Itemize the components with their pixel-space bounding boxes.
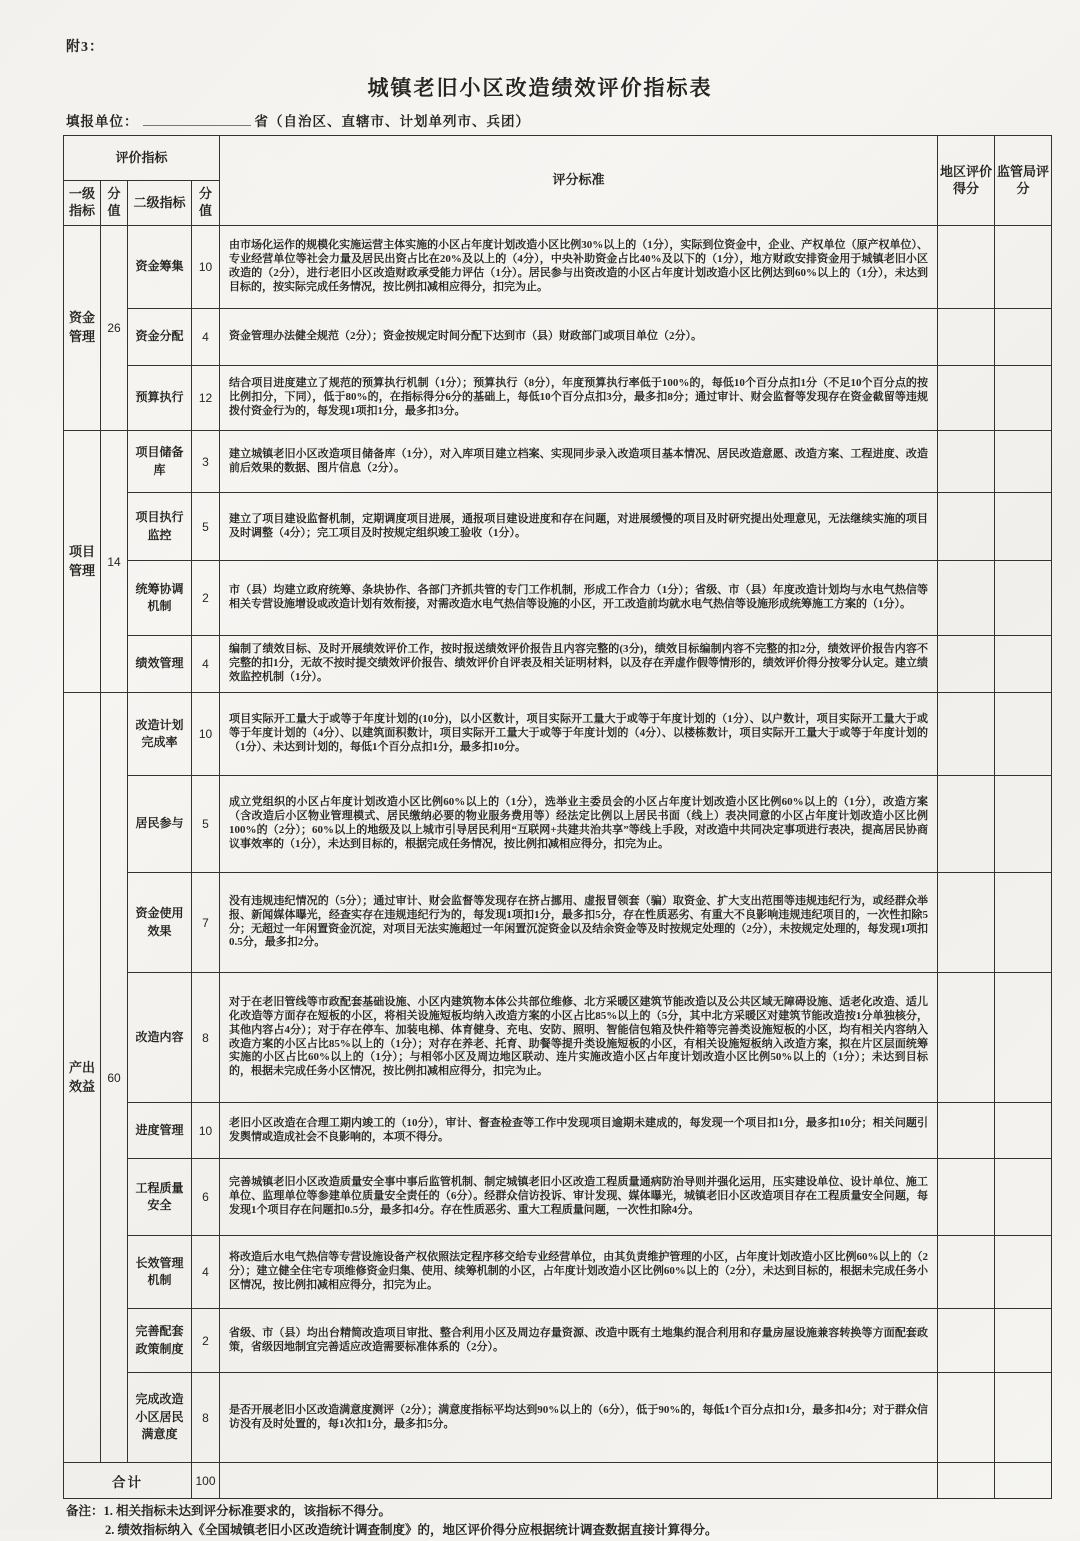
- standard-cell: 没有违规违纪情况的（5分）；通过审计、财会监督等发现存在挤占挪用、虚报冒领套（骗）取资金、扩大支出范围等违规违纪行为，或经群众举报、新闻媒体曝光，经查实存在违规违纪行为的，每发现1项扣1分，最多扣5分，存在性质恶劣、有重大不良影响违规违纪项目的，一次性扣除5分；无超过一年闲置资金沉淀，对项目无法实施超过一年闲置沉淀资金以及结余资金等及时按规定处理的（2分），未按规定处理的，每发现1项扣0.5分，最多扣2分。: [220, 873, 938, 973]
- region-score-cell: [938, 493, 995, 561]
- header-score2: 分值: [192, 181, 220, 226]
- bureau-score-cell: [995, 493, 1052, 561]
- level2-score-cell: 4: [192, 309, 220, 366]
- region-score-cell: [938, 309, 995, 366]
- level2-score-cell: 2: [192, 561, 220, 636]
- level2-score-cell: 10: [192, 693, 220, 776]
- bureau-score-cell: [995, 1236, 1052, 1309]
- region-score-cell: [938, 561, 995, 636]
- table-row: [64, 1236, 1052, 1309]
- region-score-cell: [938, 973, 995, 1103]
- level1-score-cell: 26: [101, 226, 128, 431]
- table-row: [64, 561, 1052, 636]
- level1-score-cell: 14: [101, 431, 128, 693]
- standard-cell: 老旧小区改造在合理工期内竣工的（10分），审计、督查检查等工作中发现项目逾期未建成的，每发现一个项目扣1分，最多扣10分；相关问题引发舆情或造成社会不良影响的，本项不得分。: [220, 1103, 938, 1159]
- bureau-score-cell: [995, 1309, 1052, 1373]
- level2-indicator-cell: 进度管理: [128, 1103, 192, 1159]
- level2-score-cell: 4: [192, 636, 220, 693]
- level2-indicator-cell: 工程质量安全: [128, 1159, 192, 1236]
- table-row: [64, 693, 1052, 776]
- table-row: [64, 366, 1052, 431]
- footnote-2: 2. 绩效指标纳入《全国城镇老旧小区改造统计调查制度》的，地区评价得分应根据统计调查数据直接计算得分。: [105, 1523, 718, 1538]
- standard-cell: 省级、市（县）均出台精简改造项目审批、整合利用小区及周边存量资源、改造中既有土地集约混合利用和存量房屋设施兼容转换等方面配套政策，省级因地制宜完善适应改造需要标准体系的（2分）。: [220, 1309, 938, 1373]
- bureau-score-cell: [995, 1159, 1052, 1236]
- standard-cell: 建立了项目建设监督机制，定期调度项目进展，通报项目建设进度和存在问题，对进展缓慢的项目及时研究提出处理意见，无法继续实施的项目及时调整（4分）；完工项目及时按规定组织竣工验收（1分）。: [220, 493, 938, 561]
- bureau-score-cell: [995, 776, 1052, 873]
- bureau-score-cell: [995, 309, 1052, 366]
- table-row: [64, 493, 1052, 561]
- table-row: [64, 431, 1052, 493]
- form-unit-suffix: 省（自治区、直辖市、计划单列市、兵团）: [254, 114, 530, 129]
- level2-indicator-cell: 长效管理机制: [128, 1236, 192, 1309]
- level2-indicator-cell: 资金使用效果: [128, 873, 192, 973]
- level2-indicator-cell: 资金筹集: [128, 226, 192, 309]
- bureau-score-cell: [995, 561, 1052, 636]
- bureau-score-cell: [995, 973, 1052, 1103]
- standard-cell: 建立城镇老旧小区改造项目储备库（1分），对入库项目建立档案、实现同步录入改造项目基本情况、居民改造意愿、改造方案、工程进度、改造前后效果的数据、图片信息（2分）。: [220, 431, 938, 493]
- header-eval-indicator: 评价指标: [64, 136, 220, 181]
- standard-cell: 编制了绩效目标、及时开展绩效评价工作，按时报送绩效评价报告且内容完整的(3分)，绩效目标编制内容不完整的扣2分，绩效评价报告内容不完整的扣1分，无故不按时提交绩效评价报告、绩效评价自评表及相关证明材料，以及存在弄虚作假等情形的，绩效评价得分按零分认定。建立绩效监控机制（1分）。: [220, 636, 938, 693]
- header-score1: 分值: [101, 181, 128, 226]
- header-bureau-score: 监管局评分: [995, 136, 1052, 226]
- total-standard-cell: [220, 1463, 938, 1499]
- level1-indicator-cell: 产出效益: [64, 693, 101, 1463]
- table-row: [64, 1309, 1052, 1373]
- total-label-cell: 合计: [64, 1463, 192, 1499]
- table-header-row-1: [64, 136, 1052, 181]
- region-score-cell: [938, 636, 995, 693]
- table-row: [64, 309, 1052, 366]
- level2-score-cell: 8: [192, 973, 220, 1103]
- total-score-cell: 100: [192, 1463, 220, 1499]
- standard-cell: 由市场化运作的规模化实施运营主体实施的小区占年度计划改造小区比例30%以上的（1分），实际到位资金中，企业、产权单位（原产权单位）、专业经营单位等社会力量及居民出资占比在20%及以上的（4分），中央补助资金占比40%及以下的（1分），地方财政安排资金用于城镇老旧小区改造的（2分），进行老旧小区改造财政承受能力评估（1分）。居民参与出资改造的小区占年度计划改造小区比例达到60%以上的（1分），未达到目标的，按实际完成任务情况，按比例扣减相应得分，扣完为止。: [220, 226, 938, 309]
- region-score-cell: [938, 1309, 995, 1373]
- level2-indicator-cell: 绩效管理: [128, 636, 192, 693]
- level2-indicator-cell: 预算执行: [128, 366, 192, 431]
- form-unit-blank: [143, 112, 251, 126]
- region-score-cell: [938, 226, 995, 309]
- level1-indicator-cell: 资金管理: [64, 226, 101, 431]
- footnote-label: 备注：: [66, 1504, 104, 1518]
- standard-cell: 将改造后水电气热信等专营设施设备产权依照法定程序移交给专业经营单位，由其负责维护管理的小区，占年度计划改造小区比例60%以上的（2分）；建立健全住宅专项维修资金归集、使用、续筹机制的小区，占年度计划改造小区比例60%以上的（2分），未达到目标的，根据未完成任务小区情况，按比例扣减相应得分，扣完为止。: [220, 1236, 938, 1309]
- level2-score-cell: 2: [192, 1309, 220, 1373]
- region-score-cell: [938, 1236, 995, 1309]
- level2-score-cell: 10: [192, 1103, 220, 1159]
- region-score-cell: [938, 1103, 995, 1159]
- bureau-score-cell: [995, 366, 1052, 431]
- standard-cell: 是否开展老旧小区改造满意度测评（2分）；满意度指标平均达到90%以上的（6分），低于90%的，每低1个百分点扣1分，最多扣4分；对于群众信访没有及时处置的，每1次扣1分，最多扣5分。: [220, 1373, 938, 1463]
- attachment-label: 附3：: [66, 40, 104, 55]
- level2-indicator-cell: 改造计划完成率: [128, 693, 192, 776]
- standard-cell: 对于在老旧管线等市政配套基础设施、小区内建筑物本体公共部位维修、北方采暖区建筑节能改造以及公共区域无障碍设施、适老化改造、适儿化改造等方面存在短板的小区，将相关设施短板均纳入改造方案的小区占比85%以上的（5分，其中北方采暖区对建筑节能改造按1分单独核分，其他内容占4分）；对于存在停车、加装电梯、体育健身、充电、安防、照明、智能信包箱及快件箱等完善类设施短板的小区，均有相关内容纳入改造方案的小区占比85%以上的（1分）；对存在养老、托育、助餐等提升类设施短板的小区，有相关设施短板纳入改造方案，拟在片区层面统筹实施的小区占比60%以上的（1分）；与相邻小区及周边地区联动、连片实施改造小区占年度计划改造小区比例50%以上的（1分）；未达到目标的，根据未完成任务小区情况，按比例扣减相应得分，扣完为止。: [220, 973, 938, 1103]
- level2-score-cell: 6: [192, 1159, 220, 1236]
- bureau-score-cell: [995, 636, 1052, 693]
- form-unit-line: [66, 110, 530, 130]
- table-row: [64, 776, 1052, 873]
- bureau-score-cell: [995, 226, 1052, 309]
- standard-cell: 市（县）均建立政府统筹、条块协作、各部门齐抓共管的专门工作机制，形成工作合力（1分）；省级、市（县）年度改造计划均与水电气热信等相关专营设施增设或改造计划有效衔接，对需改造水电气热信等设施的小区，开工改造前均就水电气热信等设施形成统筹施工方案的（1分）。: [220, 561, 938, 636]
- standard-cell: 资金管理办法健全规范（2分）；资金按规定时间分配下达到市（县）财政部门或项目单位（2分）。: [220, 309, 938, 366]
- region-score-cell: [938, 366, 995, 431]
- standard-cell: 完善城镇老旧小区改造质量安全事中事后监管机制、制定城镇老旧小区改造工程质量通病防治导则并强化运用，压实建设单位、设计单位、施工单位、监理单位等参建单位质量安全责任的（6分）。经群众信访投诉、审计发现、媒体曝光，城镇老旧小区改造项目存在工程质量安全问题，每发现1个项目存在问题扣0.5分，最多扣4分。存在性质恶劣、重大工程质量问题，一次性扣除4分。: [220, 1159, 938, 1236]
- bureau-score-cell: [995, 1103, 1052, 1159]
- region-score-cell: [938, 693, 995, 776]
- total-row: [64, 1463, 1052, 1499]
- level2-score-cell: 5: [192, 493, 220, 561]
- level2-score-cell: 3: [192, 431, 220, 493]
- level2-indicator-cell: 完善配套政策制度: [128, 1309, 192, 1373]
- bureau-score-cell: [995, 1373, 1052, 1463]
- region-score-cell: [938, 431, 995, 493]
- level2-indicator-cell: 资金分配: [128, 309, 192, 366]
- level2-score-cell: 8: [192, 1373, 220, 1463]
- footnotes: [66, 1502, 718, 1541]
- level2-indicator-cell: 改造内容: [128, 973, 192, 1103]
- region-score-cell: [938, 873, 995, 973]
- evaluation-table: [63, 135, 1051, 1499]
- bureau-score-cell: [995, 431, 1052, 493]
- region-score-cell: [938, 1373, 995, 1463]
- bureau-score-cell: [995, 693, 1052, 776]
- footnote-1: 1. 相关指标未达到评分标准要求的，该指标不得分。: [103, 1504, 392, 1518]
- table-row: [64, 636, 1052, 693]
- level2-score-cell: 12: [192, 366, 220, 431]
- level2-score-cell: 4: [192, 1236, 220, 1309]
- level2-indicator-cell: 项目储备库: [128, 431, 192, 493]
- page-title: 城镇老旧小区改造绩效评价指标表: [367, 76, 713, 100]
- level1-indicator-cell: 项目管理: [64, 431, 101, 693]
- level1-score-cell: 60: [101, 693, 128, 1463]
- table-row: [64, 1103, 1052, 1159]
- standard-cell: 成立党组织的小区占年度计划改造小区比例60%以上的（1分），选举业主委员会的小区占年度计划改造小区比例60%以上的（1分），改造方案（含改造后小区物业管理模式、居民缴纳必要的物业服务费用等）经法定比例以上居民书面（线上）表决同意的小区占年度计划改造小区比例100%的（2分）；60%以上的地级及以上城市引导居民利用“互联网+共建共治共享”等线上手段，对改造中共同决定事项进行表决，提高居民协商议事效率的（1分），未达到目标的，根据完成任务情况，按比例扣减相应得分，扣完为止。: [220, 776, 938, 873]
- table-row: [64, 1159, 1052, 1236]
- level2-indicator-cell: 完成改造小区居民满意度: [128, 1373, 192, 1463]
- form-unit-label: 填报单位：: [66, 114, 139, 129]
- table-row: [64, 873, 1052, 973]
- level2-indicator-cell: 统筹协调机制: [128, 561, 192, 636]
- bureau-score-cell: [995, 1463, 1052, 1499]
- level2-indicator-cell: 项目执行监控: [128, 493, 192, 561]
- level2-score-cell: 10: [192, 226, 220, 309]
- level2-indicator-cell: 居民参与: [128, 776, 192, 873]
- table-row: [64, 1373, 1052, 1463]
- standard-cell: 结合项目进度建立了规范的预算执行机制（1分）；预算执行（8分），年度预算执行率低于100%的，每低10个百分点扣1分（不足10个百分点的按比例扣分，下同），低于80%的，在指标得分6分的基础上，每低10个百分点扣3分，最多扣8分；通过审计、财会监督等发现存在资金截留等违规拨付资金行为的，每发现1项扣1分，最多扣3分。: [220, 366, 938, 431]
- header-level2: 二级指标: [128, 181, 192, 226]
- region-score-cell: [938, 1159, 995, 1236]
- level2-score-cell: 7: [192, 873, 220, 973]
- standard-cell: 项目实际开工量大于或等于年度计划的(10分)，以小区数计，项目实际开工量大于或等于年度计划的（1分）、以户数计，项目实际开工量大于或等于年度计划的（4分）、以建筑面积数计，项目实际开工量大于或等于年度计划的（4分）、以楼栋数计，项目实际开工量大于或等于年度计划的（1分）、未达到计划的，每低1个百分点扣1分，最多扣10分。: [220, 693, 938, 776]
- table-row: [64, 226, 1052, 309]
- table-row: [64, 973, 1052, 1103]
- header-level1: 一级指标: [64, 181, 101, 226]
- region-score-cell: [938, 1463, 995, 1499]
- header-region-score: 地区评价得分: [938, 136, 995, 226]
- header-standard: 评分标准: [220, 136, 938, 226]
- region-score-cell: [938, 776, 995, 873]
- bureau-score-cell: [995, 873, 1052, 973]
- level2-score-cell: 5: [192, 776, 220, 873]
